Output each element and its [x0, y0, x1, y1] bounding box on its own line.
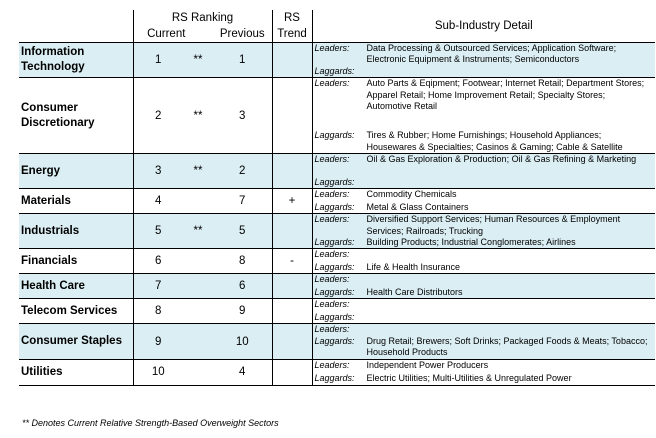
- laggards-label: Laggards:: [314, 237, 355, 248]
- leaders-label: Leaders:: [314, 299, 350, 310]
- rs-trend: [272, 78, 312, 154]
- previous-rank: 7: [213, 189, 272, 214]
- overweight-stars: [183, 359, 213, 385]
- overweight-stars: **: [183, 214, 213, 249]
- laggards-label: Laggards:: [314, 201, 355, 212]
- current-rank: 6: [133, 249, 183, 274]
- overweight-stars: [183, 249, 213, 274]
- rs-trend: -: [272, 249, 312, 274]
- laggards-text: [367, 177, 656, 188]
- current-rank: 7: [133, 274, 183, 299]
- leaders-text: Oil & Gas Exploration & Production; Oil & Gas Refining & Marketing: [366, 154, 637, 165]
- sub-industry-detail: [312, 154, 655, 189]
- sub-industry-detail: [312, 214, 655, 249]
- rs-trend: [272, 359, 312, 385]
- header-sub-industry-detail: Sub-Industry Detail: [312, 10, 655, 43]
- table-row: [19, 249, 655, 274]
- current-rank: 2: [133, 78, 183, 154]
- table-row: [19, 299, 655, 324]
- previous-rank: 6: [213, 274, 272, 299]
- rs-trend: [272, 324, 312, 359]
- leaders-text: Diversified Support Services; Human Resources & Employment Services; Railroads; Trucking: [366, 214, 621, 236]
- overweight-stars: **: [183, 154, 213, 189]
- rs-ranking-table: [19, 10, 655, 386]
- leaders-label: Leaders:: [314, 324, 350, 335]
- leaders-label: Leaders:: [314, 43, 350, 53]
- laggards-text: Drug Retail; Brewers; Soft Drinks; Packaged Foods & Meats; Tobacco; Household Products: [366, 335, 648, 358]
- table-row: [19, 359, 655, 385]
- rs-trend: [272, 43, 312, 78]
- sector-name: Consumer Staples: [19, 324, 133, 359]
- overweight-stars: **: [183, 43, 213, 78]
- table-row: [19, 43, 655, 78]
- leaders-text: [367, 299, 656, 310]
- previous-rank: 2: [213, 154, 272, 189]
- sector-name: Financials: [19, 249, 133, 274]
- table-row: [19, 154, 655, 189]
- laggards-label: Laggards:: [314, 373, 355, 384]
- table-row: [19, 78, 655, 154]
- sector-name: Information Technology: [19, 43, 133, 78]
- rs-trend: [272, 299, 312, 324]
- rs-trend: [272, 214, 312, 249]
- sub-industry-detail: [312, 299, 655, 324]
- header-rs-ranking: RS Ranking: [133, 10, 272, 26]
- previous-rank: 9: [213, 299, 272, 324]
- laggards-text: Electric Utilities; Multi-Utilities & Unregulated Power: [366, 373, 572, 384]
- sub-industry-detail: [312, 249, 655, 274]
- current-rank: 9: [133, 324, 183, 359]
- leaders-label: Leaders:: [314, 274, 350, 285]
- leaders-label: Leaders:: [314, 359, 350, 370]
- rs-trend: [272, 154, 312, 189]
- leaders-text: [367, 249, 656, 260]
- sector-name: Telecom Services: [19, 299, 133, 324]
- laggards-label: Laggards:: [314, 287, 355, 298]
- header-current: Current: [133, 26, 213, 43]
- laggards-text: Life & Health Insurance: [366, 262, 461, 273]
- table-row: [19, 274, 655, 299]
- table-row: [19, 324, 655, 359]
- current-rank: 1: [133, 43, 183, 78]
- sub-industry-detail: [312, 359, 655, 385]
- sub-industry-detail: [312, 324, 655, 359]
- laggards-text: [367, 66, 656, 77]
- header-trend: Trend: [272, 26, 312, 43]
- laggards-text: [367, 312, 656, 323]
- current-rank: 3: [133, 154, 183, 189]
- sector-name: Industrials: [19, 214, 133, 249]
- overweight-stars: **: [183, 78, 213, 154]
- sub-industry-detail: [312, 78, 655, 154]
- laggards-label: Laggards:: [314, 176, 355, 187]
- overweight-stars: [183, 274, 213, 299]
- previous-rank: 8: [213, 249, 272, 274]
- leaders-text: Independent Power Producers: [366, 359, 489, 370]
- overweight-stars: [183, 189, 213, 214]
- laggards-text: Metal & Glass Containers: [366, 201, 469, 212]
- laggards-label: Laggards:: [314, 65, 355, 76]
- sector-name: Utilities: [19, 359, 133, 385]
- laggards-text: Health Care Distributors: [366, 287, 463, 298]
- previous-rank: 3: [213, 78, 272, 154]
- leaders-text: Data Processing & Outsourced Services; Application Software; Electronic Equipment & Instruments; Semiconductors: [366, 43, 617, 65]
- previous-rank: 1: [213, 43, 272, 78]
- table-row: [19, 214, 655, 249]
- leaders-text: Commodity Chemicals: [366, 189, 457, 200]
- header-previous: Previous: [219, 28, 265, 40]
- table-row: [19, 189, 655, 214]
- leaders-label: Leaders:: [314, 154, 350, 165]
- laggards-label: Laggards:: [314, 335, 355, 346]
- sub-industry-detail: [312, 189, 655, 214]
- sub-industry-detail: [312, 43, 655, 78]
- sub-industry-detail: [312, 274, 655, 299]
- previous-rank: 5: [213, 214, 272, 249]
- leaders-text: [367, 324, 656, 335]
- leaders-label: Leaders:: [314, 78, 350, 89]
- overweight-stars: [183, 324, 213, 359]
- leaders-label: Leaders:: [314, 189, 350, 200]
- rs-trend: +: [272, 189, 312, 214]
- overweight-stars: [183, 299, 213, 324]
- previous-rank: 4: [213, 359, 272, 385]
- current-rank: 10: [133, 359, 183, 385]
- current-rank: 5: [133, 214, 183, 249]
- sector-name: Materials: [19, 189, 133, 214]
- sector-name: Consumer Discretionary: [19, 78, 133, 154]
- header-rs: RS: [272, 10, 312, 26]
- leaders-label: Leaders:: [314, 249, 350, 260]
- sector-name: Health Care: [19, 274, 133, 299]
- laggards-label: Laggards:: [314, 312, 355, 323]
- current-rank: 8: [133, 299, 183, 324]
- laggards-label: Laggards:: [314, 262, 355, 273]
- laggards-text: Tires & Rubber; Home Furnishings; Household Appliances; Housewares & Specialties; Casinos & Gaming; Cable & Satellite: [366, 130, 623, 152]
- laggards-label: Laggards:: [314, 130, 355, 141]
- rs-trend: [272, 274, 312, 299]
- leaders-text: Auto Parts & Eqipment; Footwear; Internet Retail; Department Stores; Apparel Retail; Home Improvement Retail; Specialty Stores; Automotive Retail: [366, 78, 645, 112]
- laggards-text: Building Products; Industrial Conglomerates; Airlines: [366, 237, 576, 248]
- leaders-text: [367, 274, 656, 285]
- footnote: ** Denotes Current Relative Strength-Based Overweight Sectors: [22, 418, 279, 428]
- current-rank: 4: [133, 189, 183, 214]
- sector-name: Energy: [19, 154, 133, 189]
- previous-rank: 10: [213, 324, 272, 359]
- leaders-label: Leaders:: [314, 214, 350, 225]
